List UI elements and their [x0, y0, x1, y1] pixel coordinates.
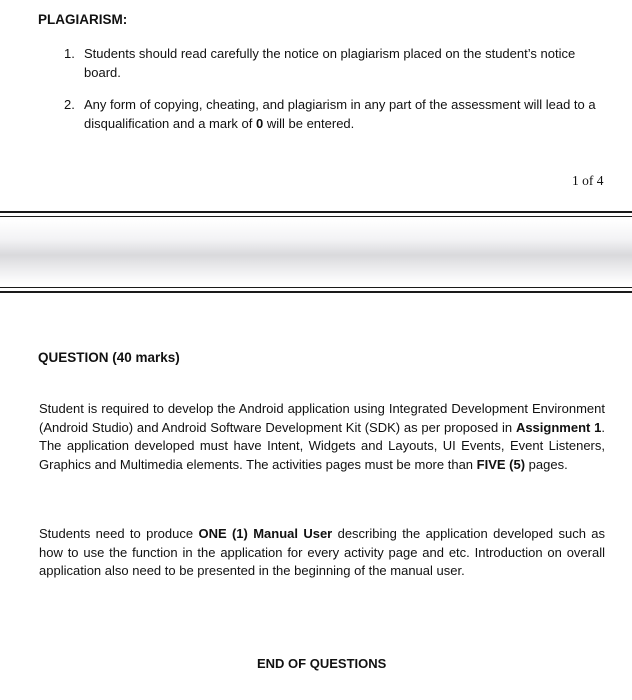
page-break-rule-top	[0, 211, 632, 213]
list-item-text: Students should read carefully the notice on plagiarism placed on the student’s notice board.	[84, 46, 576, 80]
list-item-text: Any form of copying, cheating, and plagiarism in any part of the assessment will lead to a disqualification and a mark of 0 will be entered.	[84, 97, 596, 131]
plagiarism-heading: PLAGIARISM:	[38, 12, 128, 27]
page-count: FIVE (5)	[476, 456, 526, 472]
page-number: 1 of 4	[572, 173, 604, 188]
zero-mark: 0	[255, 116, 264, 131]
question-paragraph-1: Student is required to develop the Android application using Integrated Development Environment (Android Studio) and Android Software Development Kit (SDK) as per proposed in Assignment 1. The application developed must have Intent, Widgets and Layouts, UI Events, Event Listeners, Graphics and Multimedia elements. The activities pages must be more than FIVE (5) pages.	[39, 401, 605, 472]
list-item-number: 1.	[64, 46, 75, 61]
list-item	[64, 95, 624, 135]
question-heading: QUESTION (40 marks)	[38, 350, 180, 365]
page-break-rule-top-thin	[0, 216, 632, 217]
page-gap	[0, 220, 632, 284]
assignment-reference: Assignment 1	[515, 419, 602, 435]
list-item-number: 2.	[64, 97, 75, 112]
page-break-rule-bottom	[0, 291, 632, 293]
manual-user-requirement: ONE (1) Manual User	[198, 526, 333, 541]
list-item	[64, 44, 624, 84]
end-of-questions: END OF QUESTIONS	[257, 656, 387, 671]
page-break-rule-bottom-thin	[0, 287, 632, 288]
question-paragraph-2: Students need to produce ONE (1) Manual User describing the application developed such as how to use the function in the application for every activity page and etc. Introduction on overall application also need to be presented in the beginning of the manual user.	[39, 526, 605, 578]
